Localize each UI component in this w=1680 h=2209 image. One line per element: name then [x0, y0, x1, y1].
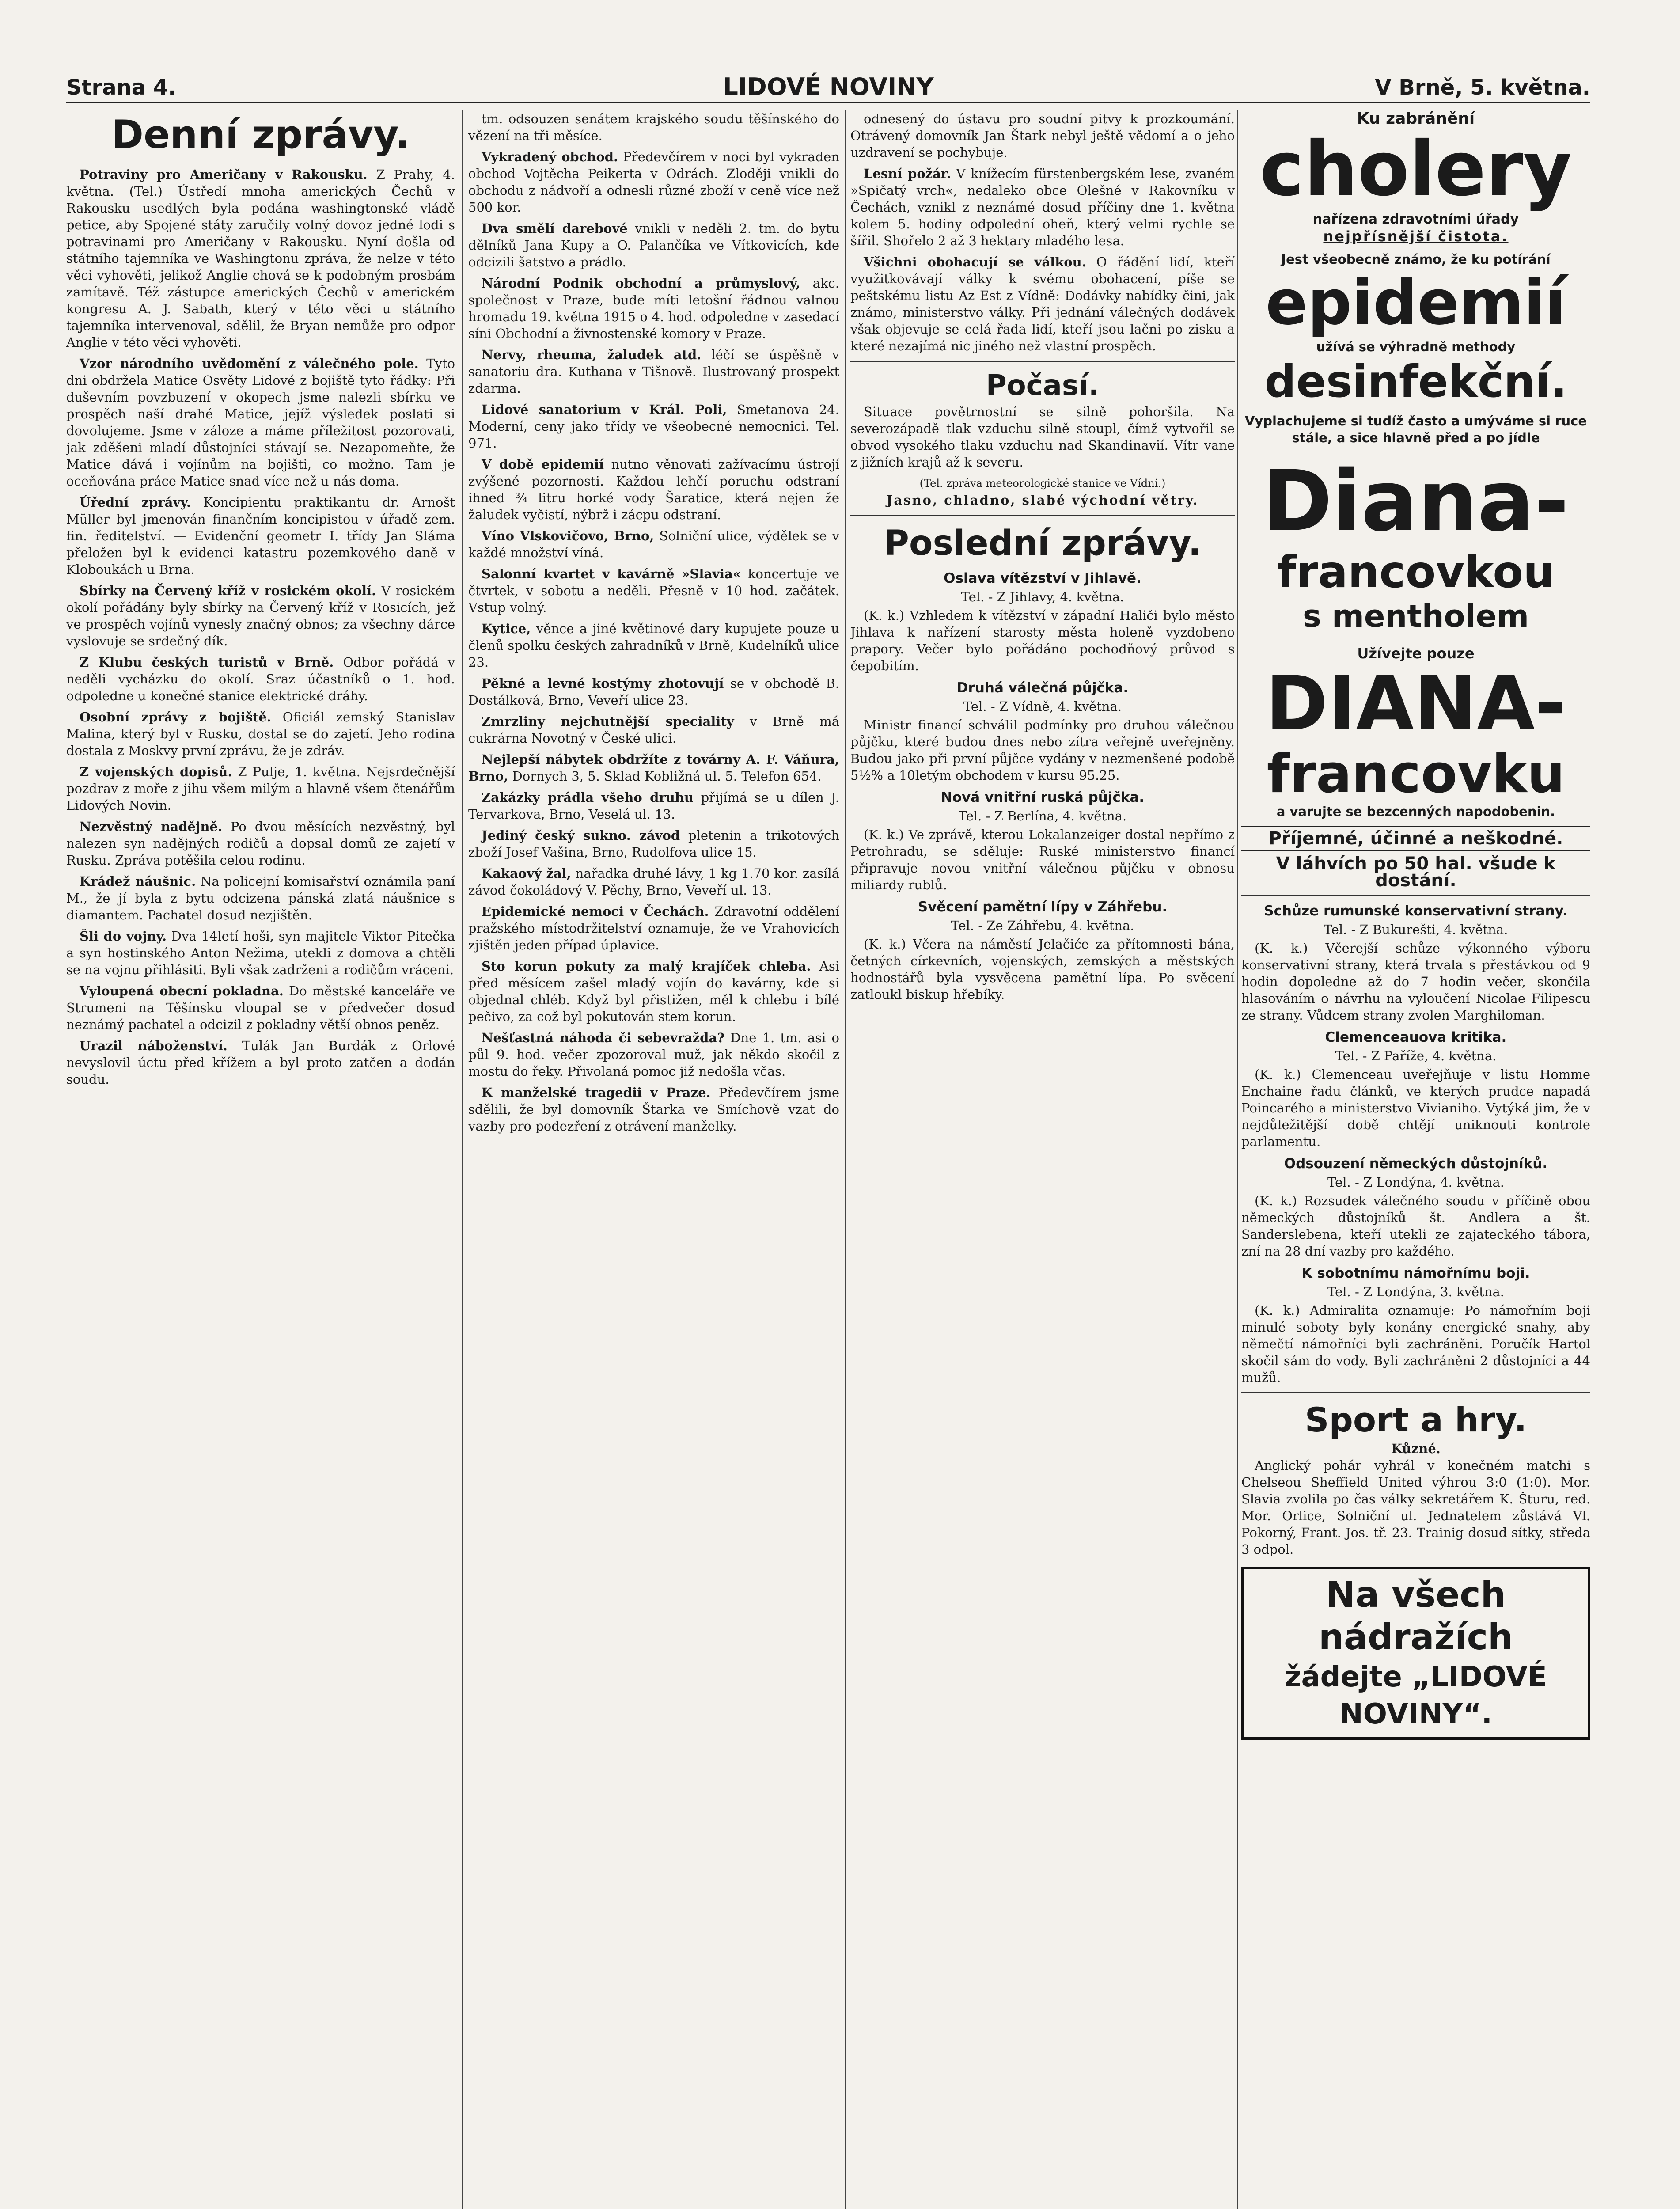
article-text: (K. k.) Rozsudek válečného soudu v příčině obou německých důstojníků št. Andlera a št. Sanderslebena, kteří utekli ze zajateckého tábora, zní na 28 dní vazby pro každého.	[1241, 1193, 1590, 1259]
news-item	[66, 1037, 455, 1088]
news-item-title: Osobní zprávy z bojiště.	[80, 710, 271, 725]
article-title: Oslava vítězství v Jihlavě.	[944, 570, 1141, 586]
article-title: Druhá válečná půjčka.	[956, 680, 1129, 696]
ad-line: a varujte se bezcenných napodobenin.	[1276, 804, 1555, 819]
column-divider	[462, 110, 463, 2209]
diana-ad	[1241, 110, 1590, 889]
news-item	[468, 751, 839, 785]
news-item	[66, 582, 455, 649]
news-item-title: Jediný český sukno. závod	[482, 828, 680, 843]
news-item-title: V době epidemií	[482, 457, 604, 472]
article-text: (K. k.) Včera na náměstí Jelačiće za přítomnosti bána, četných církevních, vojenských, zemských a městských hodnostářů byla vysvěcena pamětní lípa. Po svěcení zatloukl biskup hřebíky.	[850, 937, 1235, 1002]
news-item	[468, 675, 839, 709]
page-header	[66, 71, 1590, 103]
news-item-title: Pěkné a levné kostýmy zhotovují	[482, 676, 724, 691]
news-item-title: Zakázky prádla všeho druhu	[482, 790, 694, 805]
latest-news-title: Poslední zprávy.	[884, 524, 1202, 563]
article-text: Ministr financí schválil podmínky pro druhou válečnou půjčku, které budou dnes nebo zítra veřejně uveřejněny. Budou jako při první půjčce vydány v nezmenšené podobě 5½% a 10letým obchodem v kursu 95.25.	[850, 717, 1235, 783]
ad-line: užívá se výhradně methody	[1316, 339, 1516, 354]
news-item	[468, 1029, 839, 1080]
news-item	[468, 148, 839, 216]
article-dateline: Tel. - Z Vídně, 4. května.	[963, 699, 1122, 714]
news-item	[468, 456, 839, 523]
news-item-text: O řádění lidí, kteří využitkovávají války k svému obohacení, píše se peštskému listu Az Est z Vídně: Dodávky nabídky čini, jak známo, ministerstvo války. Při jednání válečných dodávek však objevuje se celá řada lidí, kteří jsou lačni po zisku a které nezajímá nic jiného než vlastní prospěch.	[850, 254, 1235, 353]
news-item-text: akc. společnost v Praze, bude míti letošní řádnou valnou hromadu 19. května 1915 o 4. hod. odpoledne v zasedací síni Obchodní a živnostenské komory v Praze.	[468, 276, 839, 341]
column-news-weather	[850, 110, 1235, 2209]
box-ad-line1: Na všech nádražích	[1319, 1574, 1513, 1658]
news-item-text: v Brně má cukrárna Novotný v České ulici.	[468, 714, 839, 746]
news-item	[66, 654, 455, 704]
sport-title: Sport a hry.	[1305, 1400, 1527, 1439]
news-item-text: vnikli v neděli 2. tm. do bytu dělníků Jana Kupy a O. Palančíka ve Vítkovicích, kde odcizili šatstvo a prádlo.	[468, 221, 839, 269]
news-item-title: Nezvěstný nadějně.	[80, 819, 222, 834]
news-list	[1241, 903, 1590, 1386]
latest-news-list	[850, 570, 1235, 1003]
news-item	[850, 165, 1235, 249]
ad-francovka-2: francovku	[1267, 744, 1565, 805]
news-item-text: V rosickém okolí pořádány byly sbírky na Červený kříž v Rosicích, jež ve prospěch vojínů vynesly značný obnos; za všechny dárce vyslovuje se srdečný dík.	[66, 583, 455, 649]
news-item-text: tm. odsouzen senátem krajského soudu těšínského do vězení na tři měsíce.	[468, 111, 839, 143]
news-item-text: Po dvou měsících nezvěstný, byl nalezen syn nadějných rodičů a dopsal domů ze zajetí v Rusku. Zpráva potěšila celou rodinu.	[66, 819, 455, 868]
article-dateline: Tel. - Z Jihlavy, 4. května.	[961, 589, 1124, 604]
news-item	[468, 1084, 839, 1135]
news-item	[66, 709, 455, 759]
news-item-text: přijímá se u dílen J. Tervarkova, Brno, Veselá ul. 13.	[468, 790, 839, 822]
news-item-text: Dva 14letí hoši, syn majitele Viktor Pitečka a syn hostinského Anton Nežima, utekli z domova a chtěli se na vojnu přihlásiti. Byli však zadrženi a rodičům vráceni.	[66, 929, 455, 977]
column-divider	[1237, 110, 1238, 2209]
news-item-title: Epidemické nemoci v Čechách.	[482, 904, 709, 919]
news-item-text: Předevčírem jsme sdělili, že byl domovník Štarka ve Smíchově vzat do vazby pro podezření z otrávení manželky.	[468, 1085, 839, 1134]
news-item-title: Šli do vojny.	[80, 929, 167, 944]
news-item-title: Národní Podnik obchodní a průmyslový,	[482, 276, 800, 291]
news-item-title: Nervy, rheuma, žaludek atd.	[482, 347, 702, 362]
news-item-text: léčí se úspěšně v sanatoriu dra. Kuthana v Tišnově. Ilustrovaný prospekt zdarma.	[468, 347, 839, 396]
news-item-title: Lesní požár.	[864, 166, 951, 181]
news-list	[468, 110, 839, 1135]
news-item-title: Kakaový žal,	[482, 866, 571, 881]
column-news-ads	[468, 110, 839, 2209]
news-item-text: V knížecím fürstenbergském lese, zvaném »Spičatý vrch«, nedaleko obce Olešné v Rakovníku v Čechách, vznikl z neznámé dosud příčiny dne 1. května kolem 5. hodiny odpolední oheň, který velmi rychle se šířil. Shořelo 2 až 3 hektary mladého lesa.	[850, 166, 1235, 248]
news-item	[66, 166, 455, 351]
news-item-title: Z vojenských dopisů.	[80, 764, 232, 779]
news-item-text: nutno věnovati zažívacímu ústrojí zvýšené pozornosti. Každou lehčí poruchu odstraní ihned ¾ litru horké vody Šaratice, která nejen že žaludek vyčistí, nýbrž i zácpu odstraní.	[468, 457, 839, 522]
news-item	[468, 713, 839, 747]
news-item-title: Zmrzliny nejchutnější speciality	[482, 714, 734, 729]
divider	[1241, 895, 1590, 896]
news-item	[66, 983, 455, 1033]
article-title: Clemenceauova kritika.	[1325, 1029, 1507, 1045]
box-ad	[1241, 1567, 1590, 1740]
news-item-text: Odbor pořádá v neděli vycházku do okolí. Sraz účastníků o 1. hod. odpoledne u konečné stanice elektrické dráhy.	[66, 655, 455, 703]
ad-line: V láhvích po 50 hal. všude k dostání.	[1276, 854, 1556, 891]
news-item	[66, 873, 455, 923]
news-item-text: Oficiál zemský Stanislav Malina, který byl v Rusku, dostal se do zajetí. Jeho rodina dostala z Moskvy první zprávu, že je zdráv.	[66, 710, 455, 758]
article-text: (K. k.) Admiralita oznamuje: Po námořním boji minulé soboty byly konány energické snahy, aby němečtí námořníci byli zachráněni. Poručík Hartol skočil sám do vody. Byli zachráněni 2 důstojníci a 44 mužů.	[1241, 1303, 1590, 1385]
article-text: (K. k.) Vzhledem k vítězství v západní Haliči bylo město Jihlava k nařízení starosty města holeně vyzdobeno prapory. Večer bylo pořádáno pochodňový průvod s čepobitím.	[850, 608, 1235, 673]
news-item-text: Koncipientu praktikantu dr. Arnošt Müller byl jmenován finančním koncipistou v úřadě zem. fin. ředitelství. — Evidenční geometr I. třídy Jan Sláma přeložen byl k evidenci katastru pozemkového daně v Kloboukách u Brna.	[66, 495, 455, 577]
sport-sub: Kůzné.	[1391, 1441, 1441, 1456]
news-item-text: Tyto dni obdržela Matice Osvěty Lidové z bojiště tyto řádky: Při duševním povzbuzení v okopech jsme nalezli sbírku ve prospěch naší drahé Matice, jejíž výsledek poslati si dovolujeme. Jsme v záloze a máme příležitost pozorovati, jak zděšeni mladí důstojníci stávají se. Nezapomeňte, že Matice dává i vojínům na bojišti, co možno. Tam je oceňována práce Matice snad více než u nás doma.	[66, 356, 455, 489]
ad-line: Vyplachujeme si tudíž často a umýváme si ruce stále, a sice hlavně před a po jídle	[1244, 414, 1587, 445]
ad-line: Jest všeobecně známo, že ku potírání	[1281, 252, 1551, 267]
article-title: Odsouzení německých důstojníků.	[1284, 1156, 1548, 1172]
news-item-title: Krádež náušnic.	[80, 874, 196, 889]
weather-forecast: Jasno, chladno, slabé východní větry.	[886, 493, 1199, 508]
sport-text: Anglický pohár vyhrál v konečném matchi s Chelseou Sheffield United výhrou 3:0 (1:0). Mor. Slavia zvolila po čas války sekretářem K. Šturu, red. Mor. Orlice, Solniční ul. Jednatelem zůstává Vl. Pokorný, Frant. Jos. tř. 23. Trainig dosud sítky, středa 3 odpol.	[1241, 1458, 1590, 1557]
article-text: (K. k.) Včerejší schůze výkonného výboru konservativní strany, která trvala s přestávkou od 9 hodin dopoledne až do 7 hodin večer, skončila hlasováním o návrhu na vyloučení Nicolae Filipescu ze strany. Vůdcem strany zvolen Marghiloman.	[1241, 941, 1590, 1023]
article-dateline: Tel. - Z Bukurešti, 4. května.	[1324, 922, 1508, 937]
news-item-text: Z Prahy, 4. května. (Tel.) Ústředí mnoha amerických Čechů v Rakousku usedlých byla podána washingtonské vládě petice, aby Spojené státy zaručily volný dovoz jedné lodi s potravinami pro Američany v Rakousku. Nyní došla od státního tajemníka ve Washingtonu zpráva, že nelze v této věci vyhověti, jelikož Anglie chová se k podobným prosbám zamítavě. Též zástupce amerických Čechů v americkém kongresu A. J. Sabath, který v této věci u státního tajemníka intervenoval, sdělil, že Bryan nemůže pro odpor Anglie v této věci vyhověti.	[66, 167, 455, 350]
article-dateline: Tel. - Z Paříže, 4. května.	[1335, 1048, 1497, 1063]
news-item	[468, 827, 839, 861]
article-text: (K. k.) Clemenceau uveřejňuje v listu Homme Enchaine řadu článků, ve kterých prudce napadá Poincarého a ministerstvo Vivianiho. Vytýká jim, že v nejdůležitější době chtějí uniknouti kontrole parlamentu.	[1241, 1067, 1590, 1149]
weather-source: (Tel. zpráva meteorologické stanice ve Vídni.)	[919, 477, 1166, 490]
weather-text: Situace povětrnostní se silně pohoršila. Na severozápadě tlak vzduchu silně stoupl, čímž vytvořil se obvod vysokého tlaku vzduchu nad Skandinavií. Vítr vane z jižních krajů až k severu.	[850, 404, 1235, 470]
news-item	[66, 355, 455, 490]
news-item	[468, 903, 839, 953]
news-item-text: nařadka druhé lávy, 1 kg 1.70 kor. zasílá závod čokoládový V. Pěchy, Brno, Veveří ul. 13.	[468, 866, 839, 898]
article-title: Svěcení pamětní lípy v Záhřebu.	[918, 899, 1168, 915]
news-item-text: Předevčírem v noci byl vykraden obchod Vojtěcha Peikerta v Odrách. Zloději vnikli do obchodu z nádvoří a odnesli různé zboží v ceně více než 500 kor.	[468, 149, 839, 215]
news-item-title: Salonní kvartet v kavárně »Slavia«	[482, 566, 741, 581]
ad-francovka: francovkou	[1277, 546, 1555, 598]
news-item	[850, 110, 1235, 161]
news-item	[468, 528, 839, 561]
date-line: V Brně, 5. května.	[1375, 75, 1590, 100]
column-divider	[845, 110, 846, 2209]
news-item-text: Zdravotní oddělení pražského místodržitelství oznamuje, že ve Vrahovicích zjištěn jeden případ úplavice.	[468, 904, 839, 953]
article-dateline: Tel. - Z Londýna, 3. května.	[1327, 1284, 1504, 1299]
news-item-title: Vzor národního uvědomění z válečného pole.	[80, 356, 419, 371]
news-item	[468, 346, 839, 397]
ad-diana-2: DIANA-	[1265, 660, 1566, 748]
article-title: K sobotnímu námořnímu boji.	[1301, 1265, 1530, 1281]
column-ads-news	[1241, 110, 1590, 2209]
news-item	[850, 254, 1235, 354]
article-text: (K. k.) Ve zprávě, kterou Lokalanzeiger dostal nepřímo z Petrohradu, se sděluje: Ruské ministerstvo financí připravuje novou vnitřní válečnou půjčku v obnosu miliardy rublů.	[850, 827, 1235, 892]
news-item-title: Nejlepší nábytek obdržíte z továrny A. F. Váňura, Brno,	[468, 752, 839, 784]
news-item-title: Vyloupená obecní pokladna.	[80, 983, 284, 998]
ad-lead: Ku zabránění	[1357, 110, 1475, 128]
news-item-title: Z Klubu českých turistů v Brně.	[80, 655, 334, 670]
news-item-title: Potraviny pro Američany v Rakousku.	[80, 167, 368, 182]
ad-menthol: s mentholem	[1302, 598, 1529, 634]
news-item-text: Tulák Jan Burdák z Orlové nevyslovil úctu před křížem a byl proto zatčen a dodán soudu.	[66, 1038, 455, 1087]
news-item-text: pletenin a trikotových zboží Josef Vašina, Brno, Rudolfova ulice 15.	[468, 828, 839, 860]
news-item-title: Úřední zprávy.	[80, 495, 191, 510]
news-item-text: Do městské kanceláře ve Strumeni na Těšínsku vloupal se v předvečer dosud neznámý pachatel a odcizil z pokladny větší obnos peněz.	[66, 983, 455, 1032]
divider	[850, 515, 1235, 516]
news-item	[468, 220, 839, 270]
column-daily-news	[66, 110, 455, 2209]
divider	[850, 361, 1235, 362]
news-item	[468, 789, 839, 823]
news-item-text: Dne 1. tm. asi o půl 9. hod. večer zpozoroval muž, jak někdo skočil z mostu do řeky. Přivolaná pomoc již nedošla včas.	[468, 1030, 839, 1079]
ad-line: Příjemné, účinné a neškodné.	[1241, 826, 1590, 851]
news-item-text: Solniční ulice, výdělek se v každé množství víná.	[468, 528, 839, 560]
news-list	[66, 166, 455, 1088]
weather-title: Počasí.	[986, 369, 1100, 402]
ad-line: Užívejte pouze	[1357, 645, 1475, 662]
news-item-text: Na policejní komisařství oznámila paní M., že jí byla z bytu odcizena pánská zlatá náušnice s diamantem. Pachatel dosud nezjištěn.	[66, 874, 455, 922]
news-item-text: koncertuje ve čtvrtek, v sobotu a neděli. Přesně v 10 hod. začátek. Vstup volný.	[468, 566, 839, 615]
news-item-title: Víno Vlskovičovo, Brno,	[482, 528, 654, 543]
news-item-title: Sto korun pokuty za malý krajíček chleba.	[482, 959, 811, 974]
news-item-text: věnce a jiné květinové dary kupujete pouze u členů spolku českých zahradníků v Brně, Kudelníků ulice 23.	[468, 621, 839, 670]
news-item-title: Dva smělí darebové	[482, 221, 628, 236]
section-title: Denní zprávy.	[111, 112, 410, 157]
news-item-text: se v obchodě B. Dostálková, Brno, Veveří ulice 23.	[468, 676, 839, 708]
news-list	[850, 110, 1235, 354]
news-item-text: Dornych 3, 5. Sklad Kobližná ul. 5. Telefon 654.	[512, 769, 822, 784]
ad-line: nejpřísnější čistota.	[1323, 228, 1509, 245]
news-item	[66, 818, 455, 869]
news-item-title: Vykradený obchod.	[482, 149, 618, 164]
box-ad-line2: žádejte „LIDOVÉ NOVINY“.	[1285, 1661, 1547, 1731]
news-item	[66, 928, 455, 978]
article-dateline: Tel. - Ze Záhřebu, 4. května.	[951, 918, 1134, 933]
ad-epidemic: epidemií	[1265, 267, 1566, 339]
news-item	[468, 958, 839, 1025]
article-title: Nová vnitřní ruská půjčka.	[940, 789, 1145, 805]
ad-disinfection: desinfekční.	[1264, 356, 1567, 407]
ad-line: nařízena zdravotními úřady	[1312, 212, 1519, 227]
news-item-title: Nešťastná náhoda či sebevražda?	[482, 1030, 725, 1045]
news-item-title: K manželské tragedii v Praze.	[482, 1085, 711, 1100]
news-item-text: Asi před měsícem zašel mladý vojín do kavárny, kde si objednal chléb. Když byl přistižen, měl k chlebu i bílé pečivo, za což byl pokutován stem korun.	[468, 959, 839, 1024]
ad-cholera: cholery	[1259, 125, 1572, 213]
article-dateline: Tel. - Z Londýna, 4. května.	[1327, 1175, 1504, 1190]
article-title: Schůze rumunské konservativní strany.	[1264, 903, 1568, 919]
news-item	[468, 566, 839, 616]
news-item-title: Kytice,	[482, 621, 531, 636]
ad-diana: Diana-	[1263, 452, 1569, 550]
news-item	[468, 620, 839, 671]
news-item-text: Z Pulje, 1. května. Nejsrdečnější pozdrav z moře z jihu všem milým a hlavně všem čtenářům Lidových Novin.	[66, 764, 455, 813]
news-item-title: Sbírky na Červený kříž v rosickém okolí.	[80, 583, 376, 598]
article-dateline: Tel. - Z Berlína, 4. května.	[958, 808, 1127, 824]
paper-title: LIDOVÉ NOVINY	[723, 73, 934, 101]
news-item	[468, 401, 839, 452]
news-item-text: odnesený do ústavu pro soudní pitvy k prozkoumání. Otrávený domovník Jan Štark nebyl ještě vědomí a o jeho uzdravení se pochybuje.	[850, 111, 1235, 160]
news-item	[468, 865, 839, 899]
news-item-title: Urazil náboženství.	[80, 1038, 228, 1053]
news-item	[468, 110, 839, 144]
news-item-title: Všichni obohacují se válkou.	[864, 254, 1086, 269]
news-item	[66, 494, 455, 578]
news-item-text: Smetanova 24. Moderní, ceny jako třídy ve všeobecné nemocnici. Tel. 971.	[468, 402, 839, 451]
news-item-title: Lidové sanatorium v Král. Poli,	[482, 402, 727, 417]
news-item	[66, 763, 455, 814]
news-item	[468, 275, 839, 342]
page-label: Strana 4.	[66, 75, 176, 100]
divider	[1241, 1392, 1590, 1393]
